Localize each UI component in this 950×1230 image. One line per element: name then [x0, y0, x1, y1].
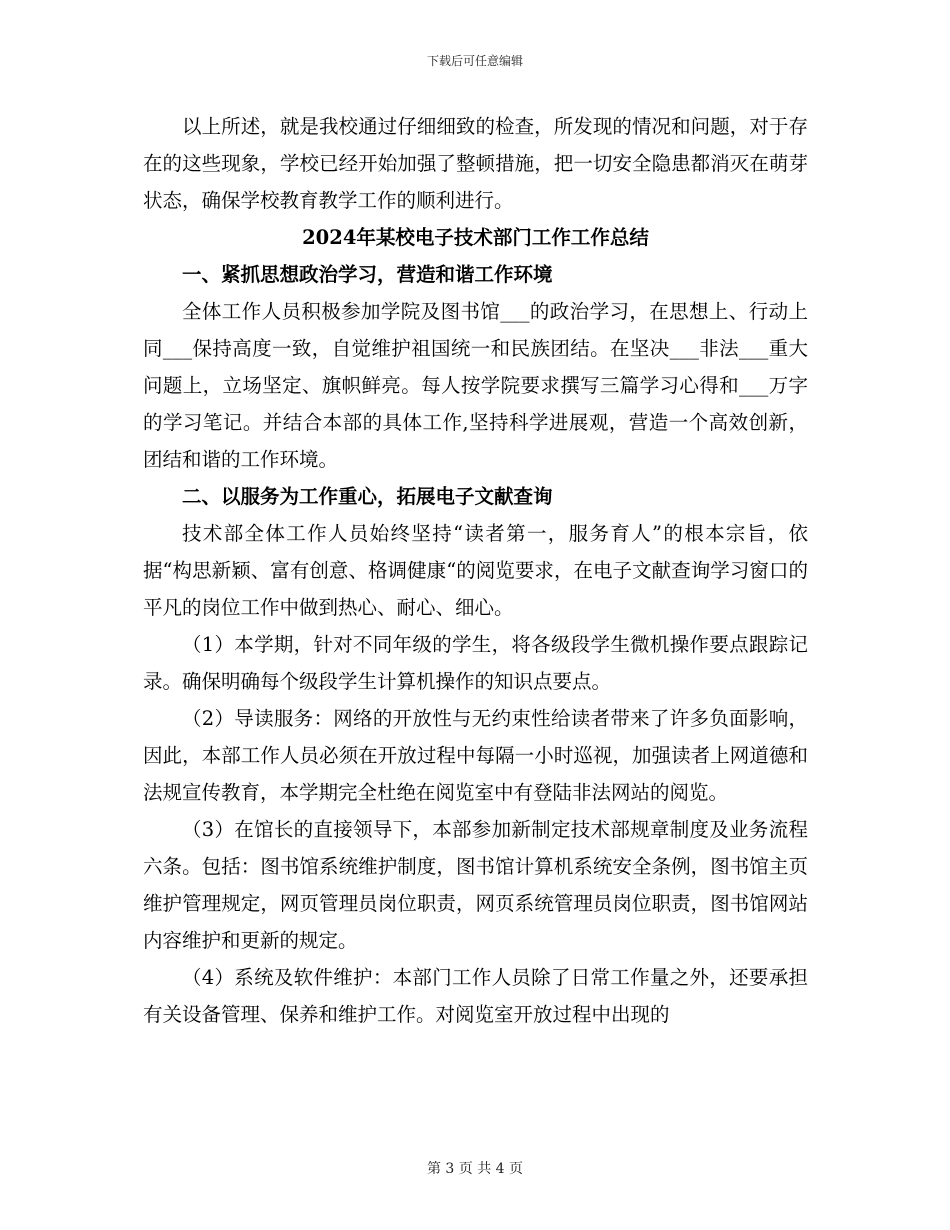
section-2-heading: 二、以服务为工作重心，拓展电子文献查询 — [182, 485, 553, 508]
page-header: 下载后可任意编辑 — [426, 54, 523, 68]
page-number: 第 3 页 共 4 页 — [426, 1161, 524, 1177]
list-item-4: （4）系统及软件维护：本部门工作人员除了日常工作量之外，还要承担有关设备管理、保养和维护工作。对阅览室开放过程中出现的 — [143, 966, 808, 1026]
section-1-heading: 一、紧抓思想政治学习，营造和谐工作环境 — [182, 263, 553, 286]
list-item-2: （2）导读服务：网络的开放性与无约束性给读者带来了许多负面影响，因此，本部工作人员必须在开放过程中每隔一小时巡视，加强读者上网道德和法规宣传教育，本学期完全杜绝在阅览室中有登陆非法网站的阅览。 — [143, 707, 808, 804]
document-body — [143, 108, 808, 1033]
list-item-3: （3）在馆长的直接领导下，本部参加新制定技术部规章制度及业务流程六条。包括：图书馆系统维护制度，图书馆计算机系统安全条例，图书馆主页维护管理规定，网页管理员岗位职责，网页系统管理员岗位职责，图书馆网站内容维护和更新的规定。 — [143, 818, 808, 952]
document-title: 2024年某校电子技术部门工作工作总结 — [302, 226, 649, 249]
intro-paragraph: 以上所述，就是我校通过仔细细致的检查，所发现的情况和问题，对于存在的这些现象，学校已经开始加强了整顿措施，把一切安全隐患都消灭在萌芽状态，确保学校教育教学工作的顺利进行。 — [143, 115, 808, 212]
section-2-paragraph: 技术部全体工作人员始终坚持“读者第一，服务育人”的根本宗旨，依据“构思新颖、富有创意、格调健康“的阅览要求，在电子文献查询学习窗口的平凡的岗位工作中做到热心、耐心、细心。 — [143, 522, 808, 619]
section-1-paragraph: 全体工作人员积极参加学院及图书馆___的政治学习，在思想上、行动上同___保持高度一致，自觉维护祖国统一和民族团结。在坚决___非法___重大问题上，立场坚定、旗帜鲜亮。每人按学院要求撰写三篇学习心得和___万字的学习笔记。并结合本部的具体工作,坚持科学进展观，营造一个高效创新，团结和谐的工作环境。 — [143, 300, 808, 471]
list-item-1: （1）本学期，针对不同年级的学生，将各级段学生微机操作要点跟踪记录。确保明确每个级段学生计算机操作的知识点要点。 — [143, 633, 808, 693]
